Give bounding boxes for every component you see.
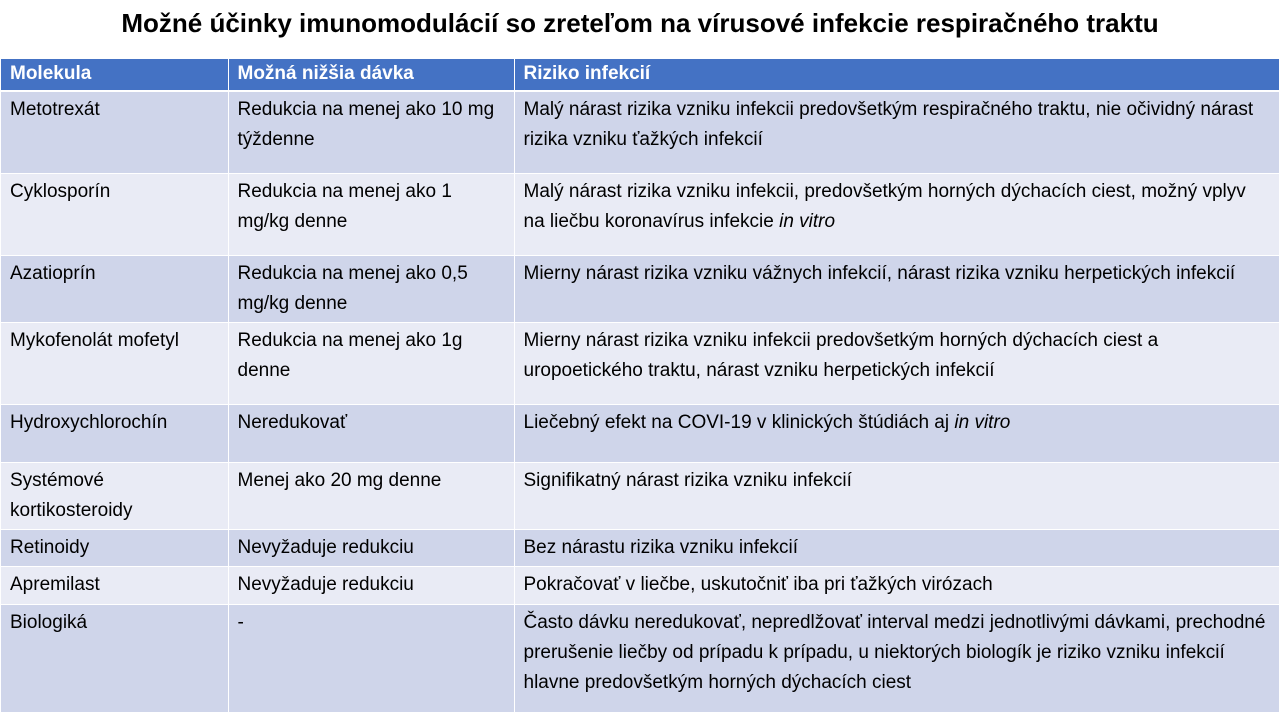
cell-dose: Neredukovať bbox=[228, 404, 514, 462]
cell-dose: Nevyžaduje redukciu bbox=[228, 566, 514, 604]
header-molecule: Molekula bbox=[1, 59, 228, 91]
cell-molecule: Metotrexát bbox=[1, 91, 228, 173]
cell-dose: Menej ako 20 mg denne bbox=[228, 462, 514, 529]
table-row bbox=[1, 404, 1279, 462]
header-risk: Riziko infekcií bbox=[514, 59, 1279, 91]
table-row bbox=[1, 566, 1279, 604]
cell-dose: Redukcia na menej ako 0,5 mg/kg denne bbox=[228, 255, 514, 322]
cell-molecule: Mykofenolát mofetyl bbox=[1, 322, 228, 404]
table-row bbox=[1, 604, 1279, 712]
cell-molecule: Systémové kortikosteroidy bbox=[1, 462, 228, 529]
cell-risk bbox=[514, 404, 1279, 462]
cell-risk: Bez nárastu rizika vzniku infekcií bbox=[514, 529, 1279, 566]
cell-molecule: Hydroxychlorochín bbox=[1, 404, 228, 462]
cell-dose: - bbox=[228, 604, 514, 712]
risk-italic-text: in vitro bbox=[779, 210, 836, 232]
cell-molecule: Azatioprín bbox=[1, 255, 228, 322]
risk-text: Liečebný efekt na COVI-19 v klinických štúdiách aj bbox=[523, 411, 950, 433]
table-row bbox=[1, 322, 1279, 404]
cell-risk: Pokračovať v liečbe, uskutočniť iba pri ťažkých virózach bbox=[514, 566, 1279, 604]
table-row bbox=[1, 173, 1279, 255]
cell-dose: Redukcia na menej ako 10 mg týždenne bbox=[228, 91, 514, 173]
cell-dose: Nevyžaduje redukciu bbox=[228, 529, 514, 566]
table-row bbox=[1, 91, 1279, 173]
immunomodulation-table bbox=[1, 59, 1280, 713]
table-row bbox=[1, 529, 1279, 566]
risk-italic-text: in vitro bbox=[954, 411, 1011, 433]
table-header-row bbox=[1, 59, 1279, 91]
cell-molecule: Apremilast bbox=[1, 566, 228, 604]
cell-risk: Mierny nárast rizika vzniku infekcii predovšetkým horných dýchacích ciest a uropoetického traktu, nárast vzniku herpetických infekcií bbox=[514, 322, 1279, 404]
cell-risk: Signifikatný nárast rizika vzniku infekcií bbox=[514, 462, 1279, 529]
header-dose: Možná nižšia dávka bbox=[228, 59, 514, 91]
slide-title: Možné účinky imunomodulácií so zreteľom na vírusové infekcie respiračného traktu bbox=[121, 8, 1159, 38]
cell-molecule: Cyklosporín bbox=[1, 173, 228, 255]
cell-risk: Často dávku neredukovať, nepredlžovať interval medzi jednotlivými dávkami, prechodné prerušenie liečby od prípadu k prípadu, u niektorých biologík je riziko vzniku infekcií hlavne predovšetkým horných dýchacích ciest bbox=[514, 604, 1279, 712]
cell-risk: Mierny nárast rizika vzniku vážnych infekcií, nárast rizika vzniku herpetických infekcií bbox=[514, 255, 1279, 322]
cell-molecule: Biologiká bbox=[1, 604, 228, 712]
cell-dose: Redukcia na menej ako 1 mg/kg denne bbox=[228, 173, 514, 255]
cell-molecule: Retinoidy bbox=[1, 529, 228, 566]
cell-risk: Malý nárast rizika vzniku infekcii predovšetkým respiračného traktu, nie očividný nárast rizika vzniku ťažkých infekcií bbox=[514, 91, 1279, 173]
cell-risk bbox=[514, 173, 1279, 255]
table-row bbox=[1, 462, 1279, 529]
cell-dose: Redukcia na menej ako 1g denne bbox=[228, 322, 514, 404]
table-row bbox=[1, 255, 1279, 322]
risk-text: Malý nárast rizika vzniku infekcii, predovšetkým horných dýchacích ciest, možný vplyv na liečbu koronavírus infekcie bbox=[523, 180, 1246, 232]
